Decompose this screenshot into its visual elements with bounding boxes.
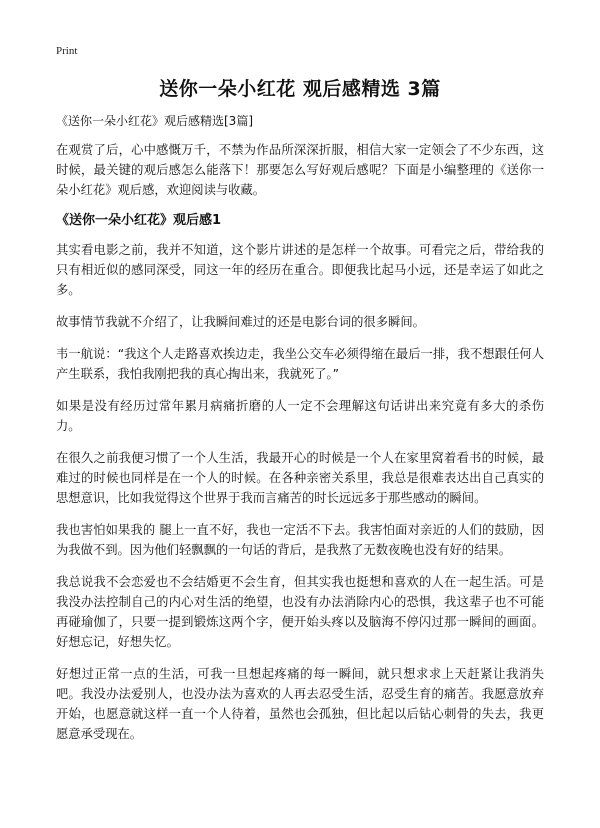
body-paragraph: 好想过正常一点的生活，可我一旦想起疼痛的每一瞬间，就只想求求上天赶紧让我消失吧。我没办法爱别人，也没办法为喜欢的人再去忍受生活，忍受生育的痛苦。我愿意放弃开始，也愿意就这样一直一个人待着，虽然也会孤独，但比起以后钻心刺骨的失去，我更愿意承受现在。 xyxy=(56,667,544,741)
body-paragraph: 我也害怕如果我的 腿上一直不好，我也一定活不下去。我害怕面对亲近的人们的鼓励，因为我做不到。因为他们轻飘飘的一句话的背后，是我熬了无数夜晚也没有好的结果。 xyxy=(56,523,544,557)
document-subtitle: 《送你一朵小红花》观后感精选[3篇] xyxy=(56,114,253,128)
body-paragraph: 我总说我不会恋爱也不会结婚更不会生育，但其实我也挺想和喜欢的人在一起生活。可是我没办法控制自己的内心对生活的绝望，也没有办法消除内心的恐惧，我这辈子也不可能再碰瑜伽了，只要一提到锻炼这两个字，便开始头疼以及脑海不停闪过那一瞬间的画面。好想忘记，好想失忆。 xyxy=(56,575,544,649)
document-title: 送你一朵小红花 观后感精选 3篇 xyxy=(159,78,441,100)
body-paragraph: 在很久之前我便习惯了一个人生活，我最开心的时候是一个人在家里窝着看书的时候，最难过的时候也同样是在一个人的时候。在各种亲密关系里，我总是很难表达出自己真实的思想意识，比如我觉得这个世界于我而言痛苦的时长远远多于那些感动的瞬间。 xyxy=(56,451,544,505)
body-paragraph: 其实看电影之前，我并不知道，这个影片讲述的是怎样一个故事。可看完之后，带给我的只有相近似的感同深受，同这一年的经历在重合。即便我比起马小远，还是幸运了如此之多。 xyxy=(56,243,544,297)
print-label: Print xyxy=(56,45,78,57)
body-paragraph: 韦一航说：“我这个人走路喜欢挨边走，我坐公交车必须得缩在最后一排，我不想跟任何人产生联系，我怕我刚把我的真心掏出来，我就死了。” xyxy=(56,347,544,381)
section-heading: 《送你一朵小红花》观后感1 xyxy=(56,213,222,228)
body-paragraph: 如果是没有经历过常年累月病痛折磨的人一定不会理解这句话讲出来究竟有多大的杀伤力。 xyxy=(56,399,544,433)
body-paragraph: 故事情节我就不介绍了，让我瞬间难过的还是电影台词的很多瞬间。 xyxy=(56,315,425,329)
intro-paragraph: 在观赏了后，心中感慨万千，不禁为作品所深深折服，相信大家一定领会了不少东西，这时候，最关键的观后感怎么能落下！那要怎么写好观后感呢？下面是小编整理的《送你一朵小红花》观后感，欢迎阅读与收藏。 xyxy=(56,143,544,197)
